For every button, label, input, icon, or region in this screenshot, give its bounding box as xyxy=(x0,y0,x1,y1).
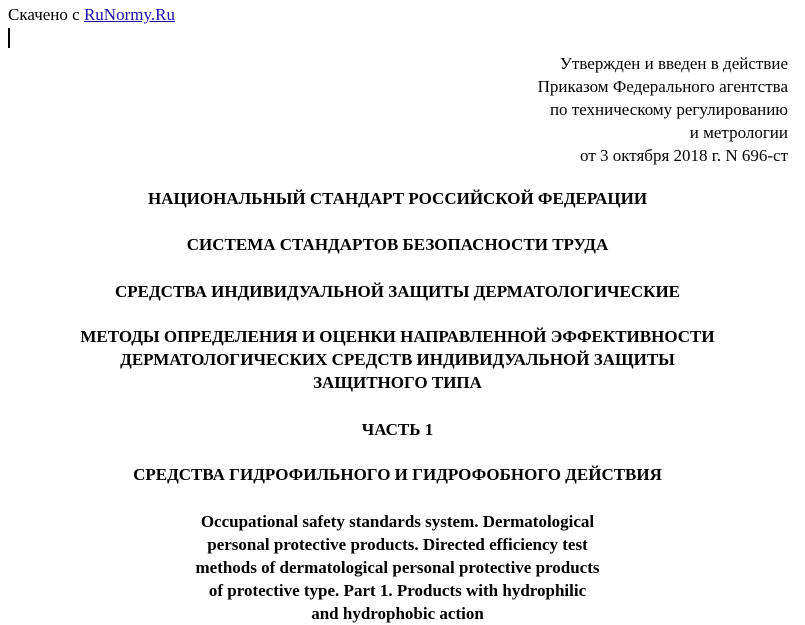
english-title-line: of protective type. Part 1. Products with hydrophilic xyxy=(208,581,587,600)
means-heading xyxy=(0,280,795,303)
approval-line: и метрологии xyxy=(689,123,788,142)
english-title-line: personal protective products. Directed efficiency test xyxy=(207,535,588,554)
part-title-text: СРЕДСТВА ГИДРОФИЛЬНОГО И ГИДРОФОБНОГО ДЕЙСТВИЯ xyxy=(133,465,662,484)
system-heading xyxy=(0,233,795,256)
national-standard-text: НАЦИОНАЛЬНЫЙ СТАНДАРТ РОССИЙСКОЙ ФЕДЕРАЦИИ xyxy=(147,189,648,208)
approval-line: от 3 октября 2018 г. N 696-ст xyxy=(580,146,788,165)
methods-line: МЕТОДЫ ОПРЕДЕЛЕНИЯ И ОЦЕНКИ НАПРАВЛЕННОЙ ЭФФЕКТИВНОСТИ xyxy=(80,327,715,346)
approval-block xyxy=(538,52,788,167)
source-line xyxy=(8,5,175,25)
english-title-line: and hydrophobic action xyxy=(311,604,484,623)
means-text: СРЕДСТВА ИНДИВИДУАЛЬНОЙ ЗАЩИТЫ ДЕРМАТОЛОГИЧЕСКИЕ xyxy=(114,282,681,301)
part-heading xyxy=(0,418,795,441)
approval-line: Приказом Федерального агентства xyxy=(537,77,788,96)
downloaded-prefix: Скачено с xyxy=(8,5,80,24)
approval-line: Утвержден и введен в действие xyxy=(559,54,788,73)
english-title-line: methods of dermatological personal protective products xyxy=(195,558,600,577)
methods-line: ЗАЩИТНОГО ТИПА xyxy=(313,373,482,392)
text-cursor xyxy=(8,28,10,48)
methods-line: ДЕРМАТОЛОГИЧЕСКИХ СРЕДСТВ ИНДИВИДУАЛЬНОЙ ЗАЩИТЫ xyxy=(120,350,675,369)
approval-line: по техническому регулированию xyxy=(549,100,788,119)
english-title-block xyxy=(0,510,795,625)
national-standard-heading xyxy=(0,187,795,210)
english-title-line: Occupational safety standards system. Dermatological xyxy=(200,512,595,531)
system-text: СИСТЕМА СТАНДАРТОВ БЕЗОПАСНОСТИ ТРУДА xyxy=(186,235,609,254)
methods-heading xyxy=(0,325,795,394)
part-text: ЧАСТЬ 1 xyxy=(361,420,434,439)
source-link[interactable]: RuNormy.Ru xyxy=(83,5,175,24)
part-title-heading xyxy=(0,463,795,486)
